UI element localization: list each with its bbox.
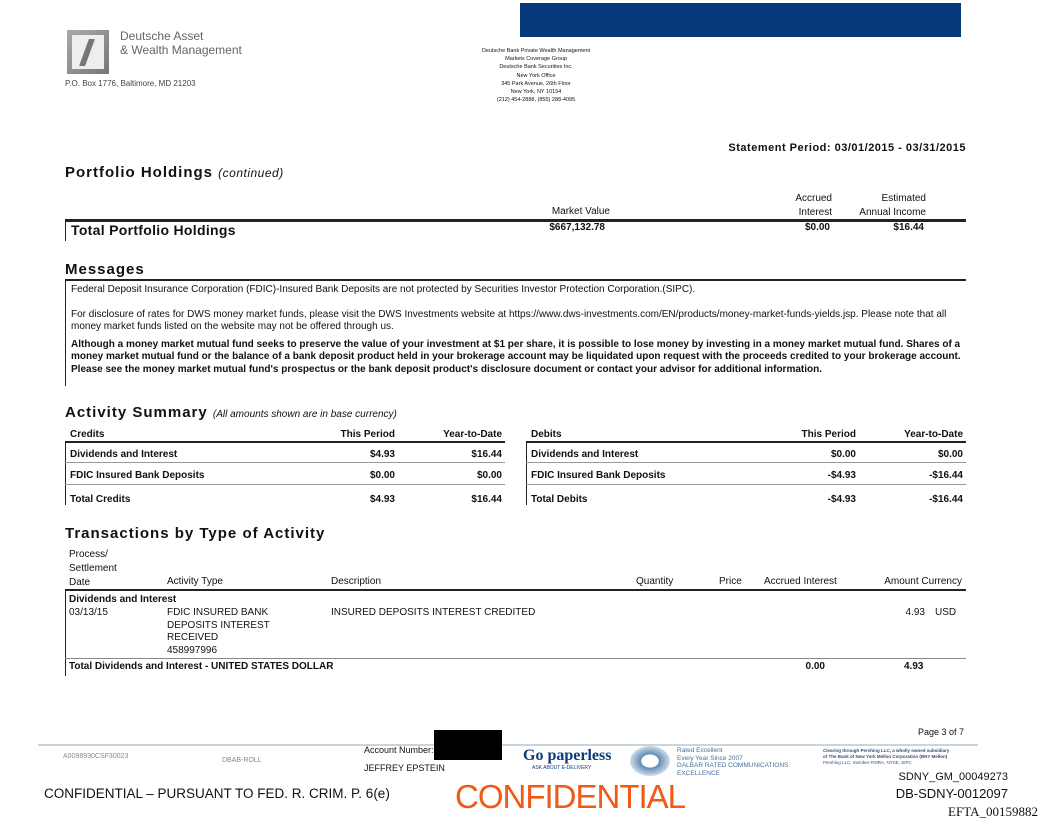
message-text: For disclosure of rates for DWS money market funds, please visit the DWS Investments website at https://www.dws-investments.com/EN/products/money-market-funds-yields.jsp. Please note that all money market funds listed on the website may not be offered through us. (71, 308, 947, 332)
account-name: JEFFREY EPSTEIN (364, 763, 445, 773)
txn-description: INSURED DEPOSITS INTEREST CREDITED (331, 607, 536, 618)
group-label: Dividends and Interest (69, 594, 177, 605)
logo-text: & Wealth Management (120, 43, 242, 57)
section-title: Portfolio Holdings (65, 164, 213, 181)
doc-code: A0098930CSF30023 (63, 753, 129, 760)
dalbar-text: Every Year Since 2007 (677, 754, 743, 762)
this-period: -$4.93 (827, 470, 856, 481)
col-process: Process/ (69, 549, 108, 560)
office-address (436, 47, 636, 104)
total-accrued: $0.00 (804, 222, 830, 233)
txn-total-accrued: 0.00 (805, 661, 825, 672)
section-subtitle: (All amounts shown are in base currency) (212, 409, 397, 420)
total-holdings-label: Total Portfolio Holdings (71, 222, 236, 238)
year-to-date: -$16.44 (929, 470, 963, 481)
year-to-date: Year-to-Date (443, 429, 502, 440)
year-to-date: Year-to-Date (904, 429, 963, 440)
dalbar-text: DALBAR RATED COMMUNICATIONS (677, 762, 789, 769)
roll-code: DBAB-ROLL (222, 757, 262, 764)
section-title: Activity Summary (65, 404, 208, 421)
address-line: Deutsche Bank Securities Inc. (499, 64, 573, 71)
col-estimated: Estimated (881, 193, 926, 204)
row-label: FDIC Insured Bank Deposits (70, 470, 205, 481)
address-line: (212) 454-2888, (855) 288-4095 (496, 97, 576, 104)
row-label: Total Credits (70, 494, 131, 505)
dalbar-seal-icon (630, 746, 670, 776)
this-period: This Period (340, 429, 395, 440)
header-banner (520, 3, 961, 37)
year-to-date: $16.44 (471, 494, 502, 505)
section-subtitle: (continued) (218, 166, 284, 180)
total-market-value: $667,132.78 (549, 222, 605, 233)
col-activity-type: Activity Type (167, 576, 223, 587)
txn-activity: FDIC INSURED BANK (167, 607, 269, 618)
this-period: -$4.93 (827, 494, 856, 505)
go-paperless: Go paperless (523, 747, 612, 764)
dalbar-text: Rated Excellent (677, 747, 723, 754)
col-settlement: Settlement (69, 563, 117, 574)
this-period: $4.93 (369, 449, 395, 460)
page-number: Page 3 of 7 (917, 727, 964, 737)
message-text: Federal Deposit Insurance Corporation (FDIC)-Insured Bank Deposits are not protected by Securities Investor Protection Corporation.(SIPC). (71, 284, 696, 295)
confidential-stamp: CONFIDENTIAL (455, 778, 686, 815)
col-accrued: Interest (798, 207, 832, 218)
txn-activity: RECEIVED (167, 632, 219, 643)
address-line: Deutsche Bank Private Wealth Management (481, 48, 591, 54)
txn-total-amount: 4.93 (904, 661, 924, 672)
this-period: $0.00 (830, 449, 856, 460)
pershing-text: Pershing LLC, member FINRA, NYSE, SIPC (823, 760, 912, 765)
col-amount-currency: Amount Currency (884, 576, 962, 587)
year-to-date: $0.00 (476, 470, 502, 481)
account-label: Account Number: (364, 745, 434, 755)
pershing-text: Clearing through Pershing LLC, a wholly owned subsidiary (823, 748, 950, 753)
redaction-box (434, 730, 502, 760)
this-period: $4.93 (369, 494, 395, 505)
section-title: Transactions by Type of Activity (65, 525, 326, 542)
section-title: Messages (65, 261, 145, 278)
txn-date: 03/13/15 (69, 607, 108, 618)
bates-number: SDNY_GM_00049273 (898, 771, 1008, 783)
paperless-sub: ASK ABOUT E-DELIVERY (532, 765, 592, 771)
year-to-date: $0.00 (937, 449, 963, 460)
confidential-note: CONFIDENTIAL – PURSUANT TO FED. R. CRIM. P. 6(e) (44, 786, 390, 801)
txn-activity: 458997996 (167, 644, 218, 656)
address-line: New York, NY 10154 (510, 89, 562, 96)
txn-total-label: Total Dividends and Interest - UNITED STATES DOLLAR (69, 661, 334, 672)
row-label: Credits (70, 429, 105, 440)
col-price: Price (719, 576, 742, 587)
row-label: Total Debits (531, 494, 588, 505)
txn-activity: DEPOSITS INTEREST (167, 619, 270, 631)
logo-text: Deutsche Asset (120, 29, 204, 43)
col-description: Description (331, 576, 382, 587)
po-box: P.O. Box 1776, Baltimore, MD 21203 (65, 79, 196, 88)
col-accrued: Accrued (795, 193, 832, 204)
statement-period: Statement Period: 03/01/2015 - 03/31/2015 (728, 142, 966, 154)
col-accrued-interest: Accrued Interest (764, 576, 837, 587)
address-line: New York Office (516, 72, 556, 79)
address-line: 345 Park Avenue, 26th Floor (501, 80, 571, 87)
bates-number: DB-SDNY-0012097 (895, 786, 1008, 801)
total-estimated: $16.44 (893, 222, 924, 233)
dalbar-text: EXCELLENCE (677, 769, 720, 777)
message-text: Although a money market mutual fund seeks to preserve the value of your investment at $1 per share, it is possible to lose money by investing in a money market mutual fund. Shares of a money market mutual fund or the balance of a bank deposit product held in your brokerage account may be liquidated upon request with the proceeds credited to your brokerage account. Please see the money market mutual fund's prospectus or the bank deposit product's disclosure document or contact your advisor for additional information. (71, 338, 961, 375)
col-market-value: Market Value (551, 206, 610, 217)
row-label: Dividends and Interest (531, 449, 639, 460)
txn-amount: 4.93 (905, 607, 925, 618)
this-period: $0.00 (369, 470, 395, 481)
row-label: Debits (531, 429, 562, 440)
col-quantity: Quantity (636, 576, 674, 587)
year-to-date: -$16.44 (929, 494, 963, 505)
col-estimated: Annual Income (859, 207, 926, 218)
bates-number: EFTA_00159882 (948, 804, 1038, 819)
col-date: Date (69, 577, 91, 588)
address-line: Markets Coverage Group (505, 56, 567, 63)
row-label: FDIC Insured Bank Deposits (531, 470, 666, 481)
this-period: This Period (801, 429, 856, 440)
txn-currency: USD (935, 607, 957, 618)
deutsche-logo (67, 30, 109, 74)
row-label: Dividends and Interest (70, 449, 178, 460)
year-to-date: $16.44 (471, 449, 502, 460)
pershing-text: of The Bank of New York Mellon Corporation (BNY Mellon) (823, 754, 948, 759)
